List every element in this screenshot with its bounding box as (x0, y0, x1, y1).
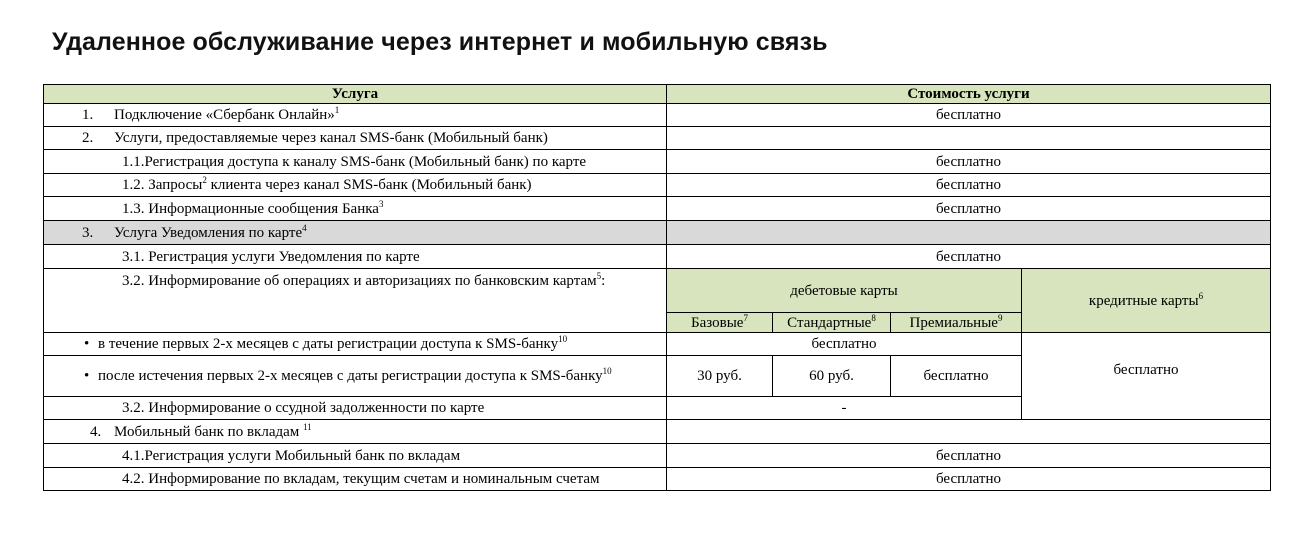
table-row (44, 269, 1271, 313)
row-label: 1.2. Запросы$^2$ клиента через канал SMS-банк (Мобильный банк) (44, 174, 667, 197)
row-label: 3.1. Регистрация услуги Уведомления по карте (44, 245, 667, 269)
row-value: бесплатно (667, 150, 1271, 174)
row-value: бесплатно (667, 245, 1271, 269)
premium-cards-header: Премиальные$^9$ (891, 313, 1022, 333)
row-value: - (667, 397, 1022, 420)
standard-price: 60 руб. (773, 356, 891, 397)
row-value (667, 221, 1271, 245)
table-row (44, 444, 1271, 468)
row-label: 3.2. Информирование о ссудной задолженности по карте (44, 397, 667, 420)
table-row (44, 174, 1271, 197)
page-title: Удаленное обслуживание через интернет и мобильную связь (52, 28, 828, 56)
row-label: 4.1.Регистрация услуги Мобильный банк по вкладам (44, 444, 667, 468)
standard-cards-header: Стандартные$^8$ (773, 313, 891, 333)
table-row (44, 127, 1271, 150)
row-label: 2. Услуги, предоставляемые через канал SMS-банк (Мобильный банк) (44, 127, 667, 150)
row-label: 1.1.Регистрация доступа к каналу SMS-банк (Мобильный банк) по карте (44, 150, 667, 174)
row-label: • в течение первых 2-х месяцев с даты регистрации доступа к SMS-банку$^{10}$ (44, 333, 667, 356)
table-row (44, 150, 1271, 174)
row-value (667, 420, 1271, 444)
premium-price: бесплатно (891, 356, 1022, 397)
credit-cards-value: бесплатно (1022, 333, 1271, 420)
basic-price: 30 руб. (667, 356, 773, 397)
row-label: • после истечения первых 2-х месяцев с даты регистрации доступа к SMS-банку$^{10}$ (44, 356, 667, 397)
row-label: 4. Мобильный банк по вкладам $^{11}$ (44, 420, 667, 444)
table-row (44, 197, 1271, 221)
row-label: 1. Подключение «Сбербанк Онлайн»$^1$ (44, 104, 667, 127)
row-value: бесплатно (667, 104, 1271, 127)
header-cost: Стоимость услуги (667, 85, 1271, 104)
table-row (44, 104, 1271, 127)
row-value: бесплатно (667, 444, 1271, 468)
table-row (44, 245, 1271, 269)
header-service: Услуга (44, 85, 667, 104)
debit-cards-header: дебетовые карты (667, 269, 1022, 313)
credit-cards-header: кредитные карты$^6$ (1022, 269, 1271, 333)
row-label: 3. Услуга Уведомления по карте$^4$ (44, 221, 667, 245)
table-row (44, 420, 1271, 444)
row-value (667, 127, 1271, 150)
row-label: 4.2. Информирование по вкладам, текущим счетам и номинальным счетам (44, 468, 667, 491)
table-header-row (44, 85, 1271, 104)
row-value: бесплатно (667, 333, 1022, 356)
row-value: бесплатно (667, 468, 1271, 491)
table-row (44, 468, 1271, 491)
row-value: бесплатно (667, 197, 1271, 221)
row-label: 1.3. Информационные сообщения Банка$^3$ (44, 197, 667, 221)
row-label: 3.2. Информирование об операциях и авторизациях по банковским картам$^5$: (44, 269, 667, 333)
basic-cards-header: Базовые$^7$ (667, 313, 773, 333)
table-row (44, 221, 1271, 245)
table-row (44, 333, 1271, 356)
row-value: бесплатно (667, 174, 1271, 197)
tariff-table (43, 84, 1271, 491)
